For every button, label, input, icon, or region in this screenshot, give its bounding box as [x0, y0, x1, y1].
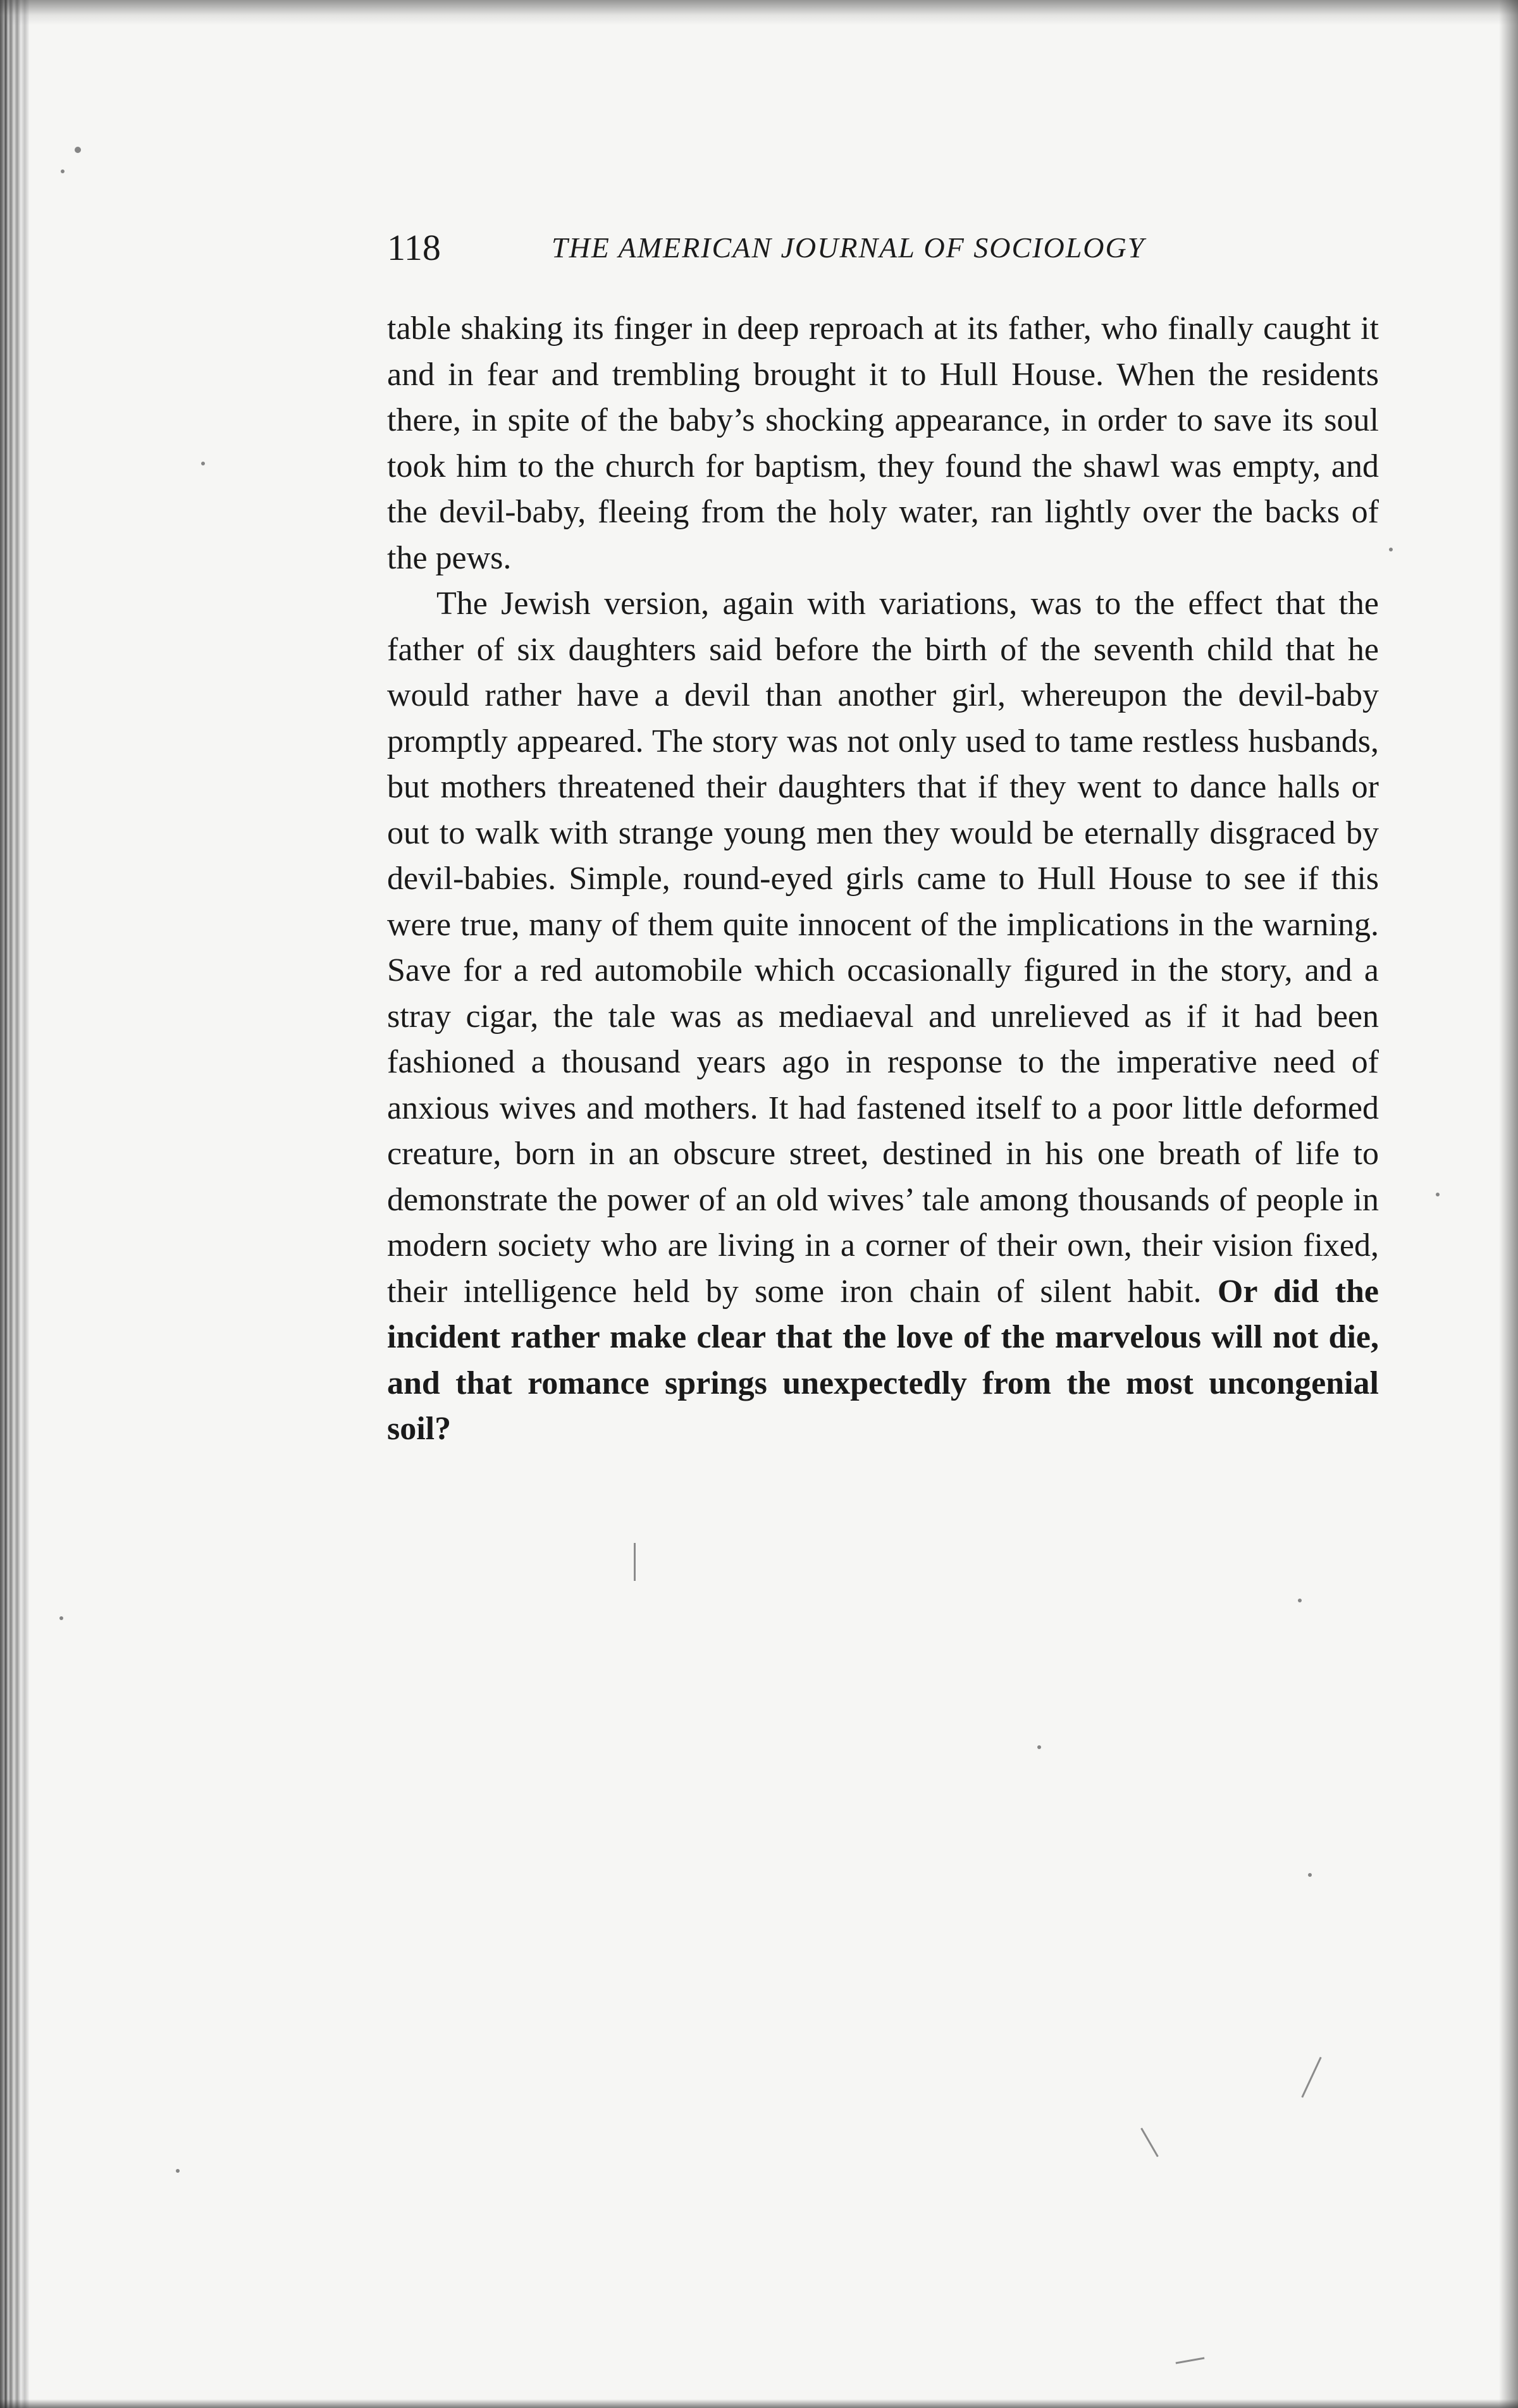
paragraph-2-text: The Jewish version, again with variations, was to the effect that the father of six daughters said before the birth of the seventh child that he would rather have a devil than another girl, whereupon the devil-baby promptly appeared. The story was not only used to tame restless husbands, but mothers threatened their daughters that if they went to dance halls or out to walk with strange young men they would be eternally disgraced by devil-babies. Simple, round-eyed girls came to Hull House to see if this were true, many of them quite innocent of the implications in the warning. Save for a red automobile which occasionally figured in the story, and a stray cigar, the tale was as mediaeval and unrelieved as if it had been fashioned a thousand years ago in response to the imperative need of anxious wives and mothers. It had fastened itself to a poor little deformed creature, born in an obscure street, destined in his one breath of life to demonstrate the power of an old wives’ tale among thousands of people in modern society who are living in a corner of their own, their vision fixed, their intelligence held by some iron chain of silent habit. — [387, 586, 1379, 1310]
paragraph-2-closing-sentence: Or did the incident rather make clear that the love of the marvelous will not die, and that romance springs unexpectedly from the most uncongenial soil? — [387, 1273, 1379, 1447]
book-spine-edge — [0, 0, 29, 2408]
paragraph-2 — [387, 581, 1379, 1453]
scan-speck — [59, 1616, 63, 1620]
page-header — [387, 223, 1379, 273]
scan-speck — [201, 462, 205, 465]
scan-speck — [1298, 1599, 1302, 1602]
scan-mark — [1301, 2057, 1321, 2098]
right-scan-edge — [1499, 0, 1518, 2408]
scan-speck — [61, 169, 65, 173]
scan-mark — [1140, 2128, 1159, 2158]
scan-speck — [176, 2169, 180, 2173]
body-text — [387, 306, 1379, 1453]
top-scan-shadow — [0, 0, 1518, 25]
running-title: THE AMERICAN JOURNAL OF SOCIOLOGY — [552, 231, 1145, 264]
bottom-scan-edge — [0, 2399, 1518, 2408]
scan-speck — [1308, 1873, 1312, 1877]
paragraph-1: table shaking its finger in deep reproach at its father, who finally caught it and in fear and trembling brought it to Hull House. When the residents there, in spite of the baby’s shocking appearance, in order to save its soul took him to the church for baptism, they found the shawl was empty, and the devil-baby, fleeing from the holy water, ran lightly over the backs of the pews. — [387, 310, 1379, 576]
scan-speck — [1389, 548, 1393, 551]
scan-speck — [1037, 1745, 1041, 1749]
scan-mark — [634, 1543, 636, 1581]
scan-speck — [1436, 1193, 1440, 1196]
scan-speck — [75, 147, 81, 153]
scan-mark — [1176, 2357, 1205, 2364]
page-number: 118 — [387, 227, 441, 268]
